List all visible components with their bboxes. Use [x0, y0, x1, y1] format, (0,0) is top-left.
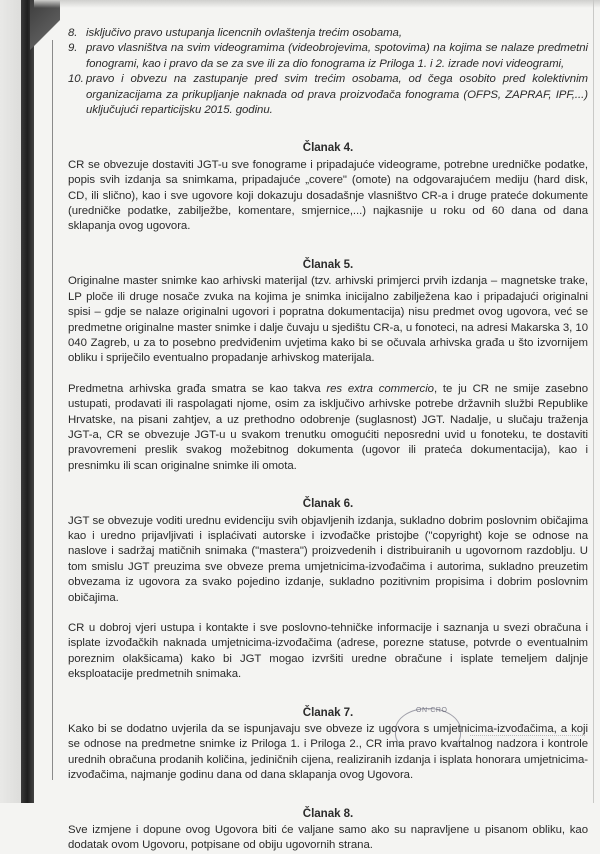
paragraph-text: Predmetna arhivska građa smatra se kao takva	[68, 382, 327, 395]
list-number: 8.	[68, 27, 78, 39]
article-8	[68, 806, 588, 854]
document-page	[68, 26, 588, 854]
article-7	[68, 705, 588, 784]
article-heading: Članak 4.	[302, 141, 354, 155]
article-paragraph: JGT se obvezuje voditi urednu evidenciju svih objavljenih izdanja, sukladno dobrim poslovnim običajima kao i uredno prijavljivati i isplaćivati autorske i izvođačke pristojbe ("copyright) koje se odnose na naslove i sadržaj matičnih snimaka ("mastera") proizvedenih i distribuiranih u ugovornom razdoblju. U tom smislu JGT preuzima sve obveze prema umjetnicima-izvođačima i autorima, sukladno preuzetim obvezama iz ugovora za svako pojedino izdanje, sukladno pozitivnim propisima i dobrim poslovnim običajima.	[68, 514, 588, 604]
article-4	[68, 140, 588, 234]
stamp-text: ON-CRO	[416, 707, 448, 714]
article-paragraph: CR u dobroj vjeri ustupa i kontakte i sve poslovno-tehničke informacije i saznanja u svezi obračuna i isplate izvođačkih naknada umjetnicima-izvođačima (adrese, porezne statuse, potvrde o eventualnim poreznim olakšicama) kako bi JGT mogao izvršiti uredne obračune i isplate temeljem daljnje eksploatacije predmetnih snimaka.	[68, 622, 588, 681]
article-heading: Članak 8.	[302, 806, 354, 820]
page-edge-line	[52, 40, 53, 780]
article-5	[68, 257, 588, 474]
company-stamp	[395, 708, 461, 752]
top-scan-shadow	[34, 0, 600, 8]
page-fold-corner	[30, 0, 60, 80]
article-paragraph: Sve izmjene i dopune ovog Ugovora biti će valjane samo ako su napravljene u pisanom obliku, kao dodatak ovom Ugovoru, potpisane od obiju ugovornih strana.	[68, 824, 588, 852]
list-number: 9.	[68, 42, 78, 55]
latin-term: res extra commercio	[326, 382, 434, 395]
article-heading: Članak 5.	[302, 257, 354, 271]
signature-marks	[470, 735, 585, 738]
list-item	[68, 41, 588, 72]
paragraph-text: , te ju CR ne smije zasebno ustupati, prodavati ili raspolagati njome, osim za isključivo arhivske potrebe državnih službi Republike Hrvatske, na pisani zahtjev, a uz prethodno odobrenje (suglasnost) JGT. Nadalje, u slučaju traženja JGT-a, CR se obvezuje JGT-u u svakom trenutku omogućiti neposredni uvid u fonoteku, te dostaviti pravovremeni preslik svakog možebitnog dokumenta (ugovor ili prateća dokumentacija), kao i presnimku ili scan originalne snimke ili omota.	[68, 382, 588, 472]
list-item	[68, 72, 588, 118]
list-text: pravo i obvezu na zastupanje pred svim trećim osobama, od čega osobito pred kolektivnim organizacijama za prikupljanje naknada od prava proizvođača fonograma (OFPS, ZAPRAF, IPF,...) uključujući reparticijsku 2015. godinu.	[86, 73, 588, 117]
list-item	[68, 26, 588, 41]
article-6	[68, 496, 588, 682]
article-heading: Članak 7.	[302, 705, 354, 719]
list-number: 10.	[68, 73, 84, 86]
article-heading: Članak 6.	[302, 497, 354, 511]
list-text: isključivo pravo ustupanja licencnih ovlaštenja trećim osobama,	[86, 27, 402, 39]
rights-list	[68, 26, 588, 118]
binding-shadow	[21, 0, 34, 803]
article-paragraph: Kako bi se dodatno uvjerila da se ispunjavaju sve obveze iz ugovora s umjetnicima-izvođačima, a koji se odnose na predmetne snimke iz Priloga 1. i Priloga 2., CR ima pravo kvartalnog nadzora i kontrole urednih obračuna prodanih količina, jediničnih cijena, realiziranih izdanja i isplata honorara umjetnicima-izvođačima, najmanje godinu dana od dana sklapanja ovog Ugovora.	[68, 723, 588, 782]
list-text: pravo vlasništva na svim videogramima (videobrojevima, spotovima) na kojima se nalaze predmetni fonogrami, kao i pravo da se za sve ili za dio fonograma iz Priloga 1. i 2. izrade novi videogrami,	[86, 42, 588, 70]
article-paragraph: CR se obvezuje dostaviti JGT-u sve fonograme i pripadajuće videograme, potrebne uredničke podatke, popis svih izdanja sa snimkama, pripadajuće „covere" (omote) na odgovarajućem mediju (hard disk, CD, ili slično), kao i sve ugovore koji dokazuju dosadašnje vlasništvo CR-a i druge prateće dokumente (uredničke podatke, zabilježbe, komentare, smjernice,...) najkasnije u roku od 60 dana od dana sklapanja ovog ugovora.	[68, 158, 588, 233]
article-paragraph	[68, 382, 588, 474]
right-scan-edge	[593, 0, 594, 803]
article-paragraph: Originalne master snimke kao arhivski materijal (tzv. arhivski primjerci prvih izdanja – magnetske trake, LP ploče ili druge nosače zvuka na kojima je snimka inicijalno zabilježena kao i pripadajući originalni spisi – gdje se nalaze originalni ugovori i popratna dokumentacija) nisu predmet ovog ugovora, već se predmetne originalne master snimke i dalje čuvaju u sjedištu CR-a, u fonoteci, na adresi Makarska 3, 10 040 Zagreb, u za to posebno predviđenim uvjetima kako bi se očuvala arhivska građa u što izvornijem obliku i spriječilo eventualno propadanje arhivskog materijala.	[68, 275, 588, 365]
scan-margin	[0, 0, 22, 803]
